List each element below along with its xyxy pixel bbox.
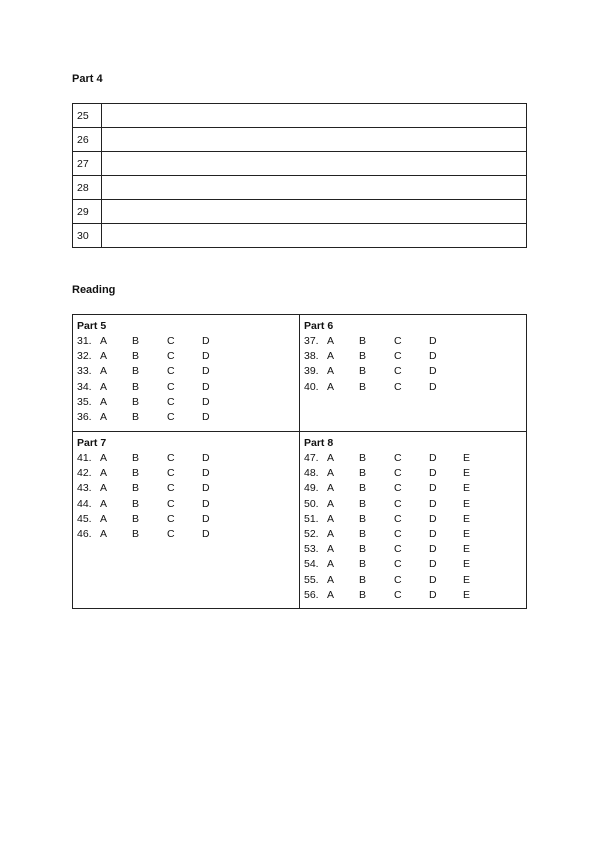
question-number: 38. [304, 350, 319, 363]
answer-option-a[interactable]: A [100, 527, 108, 540]
answer-option-c[interactable]: C [394, 335, 402, 347]
question-number: 44. [77, 497, 92, 510]
answer-option-b[interactable]: B [132, 335, 140, 347]
answer-option-d[interactable]: D [429, 573, 437, 586]
part4-row [73, 152, 527, 176]
answer-field[interactable] [102, 224, 527, 248]
answer-option-c[interactable]: C [167, 467, 175, 480]
answer-option-a[interactable]: A [100, 350, 108, 363]
answer-option-a[interactable]: A [100, 482, 108, 495]
question-number: 46. [77, 527, 92, 540]
reading-heading: Reading [72, 284, 116, 296]
answer-option-b[interactable]: B [359, 380, 367, 393]
answer-option-a[interactable]: A [327, 350, 335, 363]
part8-section [300, 432, 526, 608]
question-number: 55. [304, 573, 319, 586]
answer-option-b[interactable]: B [359, 365, 367, 378]
question-number: 49. [304, 482, 319, 495]
question-number: 54. [304, 558, 319, 571]
answer-option-c[interactable]: C [394, 558, 402, 571]
question-number: 51. [304, 512, 319, 525]
answer-option-c[interactable]: C [167, 395, 175, 408]
question-number: 26 [73, 128, 102, 152]
answer-option-d[interactable]: D [202, 467, 210, 480]
answer-option-b[interactable]: B [132, 512, 140, 525]
question-number: 29 [73, 200, 102, 224]
answer-option-c[interactable]: C [394, 365, 402, 378]
answer-option-c[interactable]: C [394, 467, 402, 480]
answer-option-d[interactable]: D [202, 527, 210, 540]
question-number: 27 [73, 152, 102, 176]
answer-option-d[interactable]: D [202, 410, 210, 423]
answer-option-a[interactable]: A [100, 335, 108, 347]
question-number: 53. [304, 543, 319, 556]
answer-option-e[interactable]: E [463, 512, 471, 525]
answer-option-c[interactable]: C [167, 452, 175, 464]
answer-option-a[interactable]: A [327, 543, 335, 556]
answer-option-b[interactable]: B [132, 467, 140, 480]
answer-field[interactable] [102, 176, 527, 200]
answer-option-b[interactable]: B [132, 527, 140, 540]
answer-option-d[interactable]: D [429, 467, 437, 480]
answer-option-a[interactable]: A [327, 558, 335, 571]
answer-option-b[interactable]: B [132, 452, 140, 464]
answer-option-d[interactable]: D [429, 482, 437, 495]
part4-row [73, 224, 527, 248]
question-number: 33. [77, 365, 92, 378]
answer-option-a[interactable]: A [327, 512, 335, 525]
answer-option-d[interactable]: D [202, 395, 210, 408]
answer-option-c[interactable]: C [394, 527, 402, 540]
question-number: 43. [77, 482, 92, 495]
answer-option-c[interactable]: C [167, 482, 175, 495]
answer-option-e[interactable]: E [463, 452, 471, 464]
answer-option-a[interactable]: A [327, 482, 335, 495]
question-number: 50. [304, 497, 319, 510]
answer-option-b[interactable]: B [359, 573, 367, 586]
answer-option-d[interactable]: D [429, 452, 437, 464]
answer-option-b[interactable]: B [359, 543, 367, 556]
answer-field[interactable] [102, 128, 527, 152]
answer-option-c[interactable]: C [394, 543, 402, 556]
answer-option-d[interactable]: D [429, 543, 437, 556]
answer-option-c[interactable]: C [167, 335, 175, 347]
answer-option-b[interactable]: B [359, 452, 367, 464]
answer-option-c[interactable]: C [394, 452, 402, 464]
answer-option-b[interactable]: B [132, 410, 140, 423]
answer-option-b[interactable]: B [359, 497, 367, 510]
answer-option-a[interactable]: A [100, 410, 108, 423]
answer-option-c[interactable]: C [167, 380, 175, 393]
answer-field[interactable] [102, 104, 527, 128]
part5-title: Part 5 [77, 320, 107, 332]
question-number: 47. [304, 452, 319, 464]
answer-option-b[interactable]: B [359, 558, 367, 571]
part4-row [73, 200, 527, 224]
answer-option-d[interactable]: D [429, 350, 437, 363]
answer-option-b[interactable]: B [359, 350, 367, 363]
question-number: 25 [73, 104, 102, 128]
answer-option-d[interactable]: D [202, 497, 210, 510]
part4-row [73, 176, 527, 200]
answer-option-e[interactable]: E [463, 497, 471, 510]
question-number: 31. [77, 335, 92, 347]
question-number: 37. [304, 335, 319, 347]
answer-option-e[interactable]: E [463, 527, 471, 540]
answer-option-a[interactable]: A [327, 497, 335, 510]
answer-option-b[interactable]: B [132, 380, 140, 393]
answer-option-b[interactable]: B [132, 395, 140, 408]
question-number: 30 [73, 224, 102, 248]
question-number: 41. [77, 452, 92, 464]
answer-option-c[interactable]: C [167, 410, 175, 423]
answer-option-c[interactable]: C [394, 380, 402, 393]
answer-option-d[interactable]: D [202, 482, 210, 495]
answer-option-c[interactable]: C [167, 497, 175, 510]
answer-option-d[interactable]: D [429, 335, 437, 347]
question-number: 45. [77, 512, 92, 525]
answer-option-b[interactable]: B [132, 497, 140, 510]
question-number: 28 [73, 176, 102, 200]
answer-option-c[interactable]: C [167, 350, 175, 363]
part4-heading: Part 4 [72, 73, 103, 85]
part4-row [73, 104, 527, 128]
answer-option-b[interactable]: B [132, 350, 140, 363]
answer-option-e[interactable]: E [463, 573, 471, 586]
question-number: 39. [304, 365, 319, 378]
answer-option-e[interactable]: E [463, 543, 471, 556]
part4-row [73, 128, 527, 152]
answer-option-d[interactable]: D [202, 335, 210, 347]
answer-field[interactable] [102, 200, 527, 224]
answer-option-d[interactable]: D [429, 380, 437, 393]
answer-option-a[interactable]: A [100, 380, 108, 393]
question-number: 48. [304, 467, 319, 480]
answer-option-c[interactable]: C [394, 588, 402, 601]
answer-option-a[interactable]: A [327, 467, 335, 480]
answer-option-e[interactable]: E [463, 558, 471, 571]
answer-option-a[interactable]: A [100, 467, 108, 480]
part6-section [300, 315, 526, 432]
question-number: 42. [77, 467, 92, 480]
answer-option-b[interactable]: B [359, 335, 367, 347]
part8-title: Part 8 [304, 437, 334, 449]
answer-option-a[interactable]: A [327, 452, 335, 464]
answer-option-e[interactable]: E [463, 482, 471, 495]
answer-option-d[interactable]: D [202, 365, 210, 378]
question-number: 36. [77, 410, 92, 423]
answer-option-c[interactable]: C [167, 365, 175, 378]
answer-option-d[interactable]: D [202, 512, 210, 525]
question-number: 35. [77, 395, 92, 408]
answer-option-d[interactable]: D [429, 527, 437, 540]
answer-option-a[interactable]: A [327, 573, 335, 586]
answer-option-a[interactable]: A [100, 452, 108, 464]
answer-option-a[interactable]: A [327, 365, 335, 378]
answer-option-b[interactable]: B [359, 467, 367, 480]
question-number: 34. [77, 380, 92, 393]
answer-option-a[interactable]: A [327, 380, 335, 393]
answer-option-d[interactable]: D [429, 588, 437, 601]
question-number: 56. [304, 588, 319, 601]
answer-option-c[interactable]: C [394, 573, 402, 586]
reading-answer-grid [72, 314, 527, 609]
answer-option-c[interactable]: C [394, 482, 402, 495]
part6-title: Part 6 [304, 320, 334, 332]
part7-title: Part 7 [77, 437, 107, 449]
answer-option-c[interactable]: C [394, 350, 402, 363]
answer-option-c[interactable]: C [167, 527, 175, 540]
answer-option-a[interactable]: A [327, 588, 335, 601]
answer-option-b[interactable]: B [132, 365, 140, 378]
answer-option-b[interactable]: B [359, 512, 367, 525]
answer-option-d[interactable]: D [429, 497, 437, 510]
answer-option-b[interactable]: B [359, 527, 367, 540]
answer-option-a[interactable]: A [327, 527, 335, 540]
answer-option-a[interactable]: A [100, 512, 108, 525]
answer-option-d[interactable]: D [202, 380, 210, 393]
answer-option-a[interactable]: A [100, 395, 108, 408]
answer-option-d[interactable]: D [429, 512, 437, 525]
answer-option-e[interactable]: E [463, 588, 471, 601]
answer-option-c[interactable]: C [394, 497, 402, 510]
answer-option-d[interactable]: D [429, 365, 437, 378]
answer-option-a[interactable]: A [100, 365, 108, 378]
part5-section [73, 315, 300, 432]
question-number: 52. [304, 527, 319, 540]
answer-option-b[interactable]: B [359, 588, 367, 601]
answer-option-c[interactable]: C [167, 512, 175, 525]
part4-answer-table [72, 103, 527, 248]
answer-option-e[interactable]: E [463, 467, 471, 480]
answer-option-d[interactable]: D [202, 350, 210, 363]
answer-option-d[interactable]: D [429, 558, 437, 571]
answer-option-b[interactable]: B [359, 482, 367, 495]
answer-option-d[interactable]: D [202, 452, 210, 464]
answer-option-a[interactable]: A [327, 335, 335, 347]
question-number: 32. [77, 350, 92, 363]
answer-option-c[interactable]: C [394, 512, 402, 525]
answer-option-a[interactable]: A [100, 497, 108, 510]
question-number: 40. [304, 380, 319, 393]
part7-section [73, 432, 300, 608]
answer-field[interactable] [102, 152, 527, 176]
answer-option-b[interactable]: B [132, 482, 140, 495]
